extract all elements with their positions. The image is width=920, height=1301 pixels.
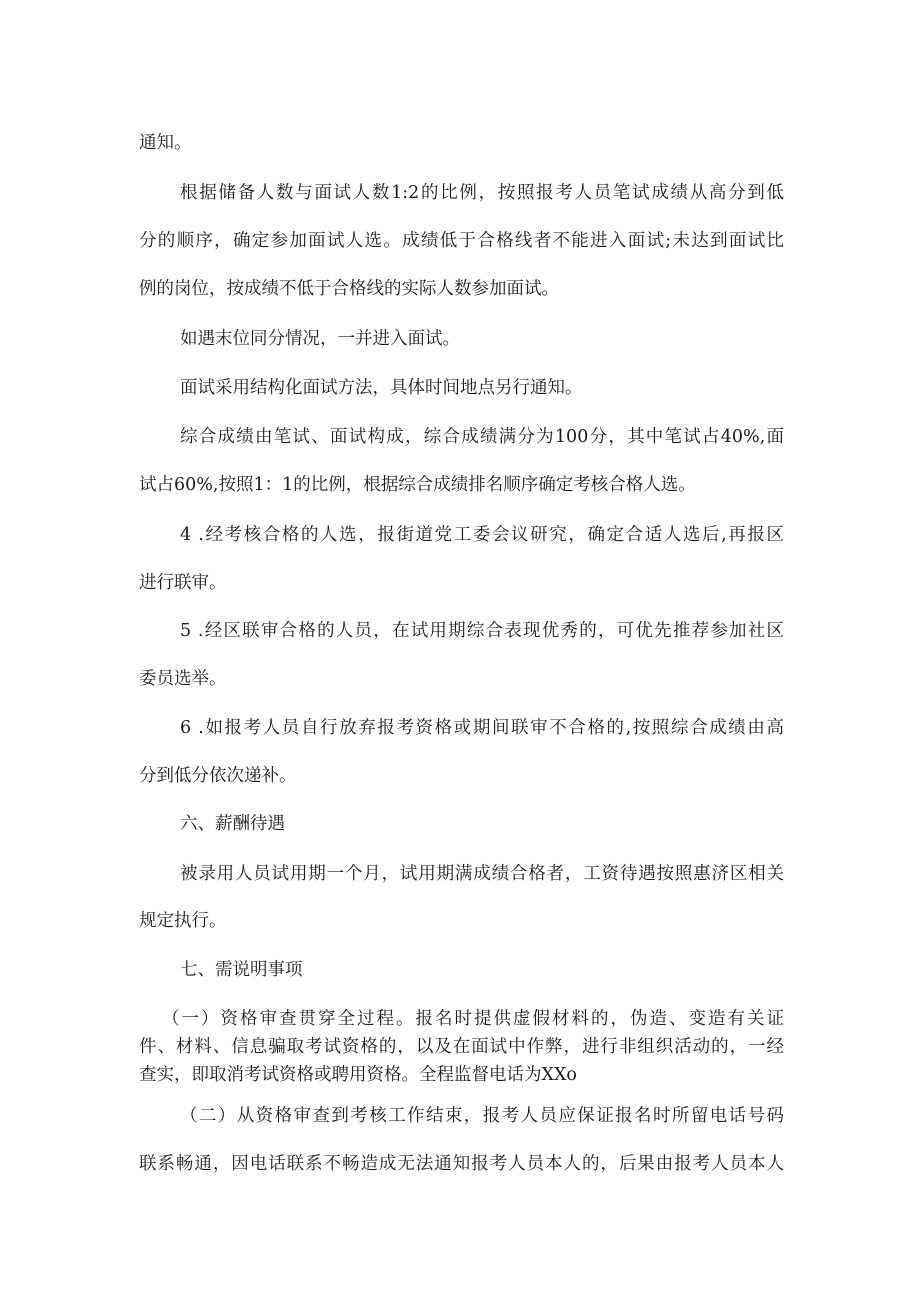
paragraph-reserve-ratio: 根据储备人数与面试人数1:2的比例，按照报考人员笔试成绩从高分到低	[180, 183, 784, 203]
text-line: 例的岗位，按成绩不低于合格线的实际人数参加面试。	[139, 279, 559, 299]
text-line: 联系畅通，因电话联系不畅造成无法通知报考人员本人的，后果由报考人员本人	[139, 1154, 784, 1174]
text-line: 分到低分依次递补。	[139, 766, 297, 786]
paragraph-item-6: 6 .如报考人员自行放弃报考资格或期间联审不合格的,按照综合成绩由高	[180, 718, 784, 738]
paragraph-item-5: 5 .经区联审合格的人员，在试用期综合表现优秀的，可优先推荐参加社区	[180, 621, 784, 641]
paragraph-item-4: 4 .经考核合格的人选，报街道党工委会议研究，确定合适人选后,再报区	[180, 525, 784, 545]
paragraph-interview-method: 面试采用结构化面试方法，具体时间地点另行通知。	[180, 378, 583, 398]
text-line: 进行联审。	[139, 573, 227, 593]
section-heading-notes: 七、需说明事项	[180, 960, 303, 980]
paragraph-note-1: （一）资格审查贯穿全过程。报名时提供虚假材料的，伪造、变造有关证	[162, 1009, 784, 1029]
text-line: 试占60%,按照1：1的比例，根据综合成绩排名顺序确定考核合格人选。	[139, 475, 696, 495]
text-line: 通知。	[139, 133, 192, 153]
paragraph-composite-score: 综合成绩由笔试、面试构成，综合成绩满分为100分，其中笔试占40%,面	[180, 427, 784, 447]
text-line: 查实，即取消考试资格或聘用资格。全程监督电话为XXo	[139, 1065, 577, 1085]
text-line: 规定执行。	[139, 911, 227, 931]
paragraph-salary: 被录用人员试用期一个月，试用期满成绩合格者，工资待遇按照惠济区相关	[180, 864, 784, 884]
section-heading-salary: 六、薪酬待遇	[180, 814, 285, 834]
text-line: 委员选举。	[139, 669, 227, 689]
text-line: 分的顺序，确定参加面试人选。成绩低于合格线者不能进入面试;未达到面试比	[139, 231, 784, 251]
text-line: 件、材料、信息骗取考试资格的，以及在面试中作弊，进行非组织活动的，一经	[139, 1037, 784, 1057]
paragraph-tie-rule: 如遇末位同分情况，一并进入面试。	[180, 329, 460, 349]
paragraph-note-2: （二）从资格审查到考核工作结束，报考人员应保证报名时所留电话号码	[180, 1106, 784, 1126]
